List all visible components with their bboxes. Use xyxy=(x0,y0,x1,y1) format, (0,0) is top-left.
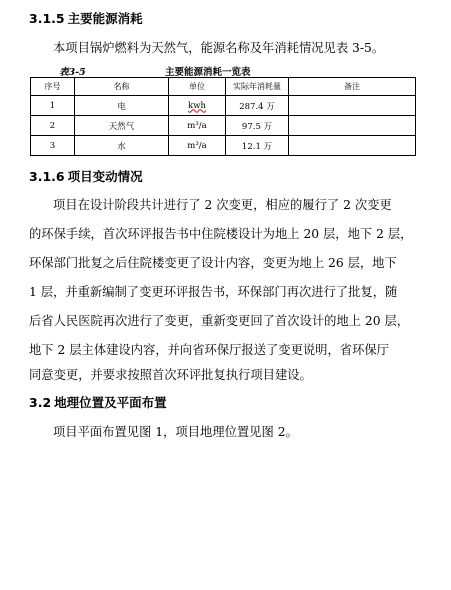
table-cell xyxy=(289,96,416,116)
section-title: 地理位置及平面布置 xyxy=(54,395,167,410)
table-row xyxy=(31,136,416,156)
table-row xyxy=(31,96,416,116)
unit-text: kwh xyxy=(188,100,206,111)
table-cell xyxy=(169,96,226,116)
table-header-row xyxy=(31,78,416,96)
section-number: 3.1.5 xyxy=(29,11,65,26)
paragraph-line: 同意变更，并要求按照首次环评批复执行项目建设。 xyxy=(29,368,312,382)
paragraph-line: 项目在设计阶段共计进行了 2 次变更，相应的履行了 2 次变更 xyxy=(53,198,392,212)
paragraph-line: 后省人民医院再次进行了变更，重新变更回了首次设计的地上 20 层， xyxy=(29,314,410,328)
table-cell: 287.4 万 xyxy=(226,96,289,116)
table-cell: 3 xyxy=(31,136,75,156)
paragraph-line: 的环保手续，首次环评报告书中住院楼设计为地上 20 层，地下 2 层， xyxy=(29,227,413,241)
table-cell xyxy=(289,136,416,156)
section-title: 主要能源消耗 xyxy=(67,11,143,26)
section-heading-3-1-5 xyxy=(29,9,143,27)
table-cell xyxy=(289,116,416,136)
table-cell: 12.1 万 xyxy=(226,136,289,156)
table-number: 表3-5 xyxy=(59,67,86,78)
section-heading-3-1-6 xyxy=(29,167,143,185)
energy-consumption-table xyxy=(30,77,416,156)
table-cell: 97.5 万 xyxy=(226,116,289,136)
table-cell: m³/a xyxy=(169,136,226,156)
table-cell: 天然气 xyxy=(75,116,169,136)
table-title: 主要能源消耗一览表 xyxy=(165,67,251,78)
table-cell: 水 xyxy=(75,136,169,156)
paragraph-line: 1 层，并重新编制了变更环评报告书，环保部门再次进行了批复，随 xyxy=(29,285,398,299)
layout-location-paragraph: 项目平面布置见图 1，项目地理位置见图 2。 xyxy=(53,425,298,439)
column-header: 名称 xyxy=(75,78,169,96)
table-row xyxy=(31,116,416,136)
column-header: 备注 xyxy=(289,78,416,96)
energy-intro-paragraph: 本项目锅炉燃料为天然气，能源名称及年消耗情况见表 3-5。 xyxy=(53,41,385,55)
section-heading-3-2 xyxy=(29,393,167,411)
table-cell: 1 xyxy=(31,96,75,116)
column-header: 序号 xyxy=(31,78,75,96)
paragraph-line: 环保部门批复之后住院楼变更了设计内容，变更为地上 26 层，地下 xyxy=(29,256,397,270)
column-header: 实际年消耗量 xyxy=(226,78,289,96)
paragraph-line: 地下 2 层主体建设内容，并向省环保厅报送了变更说明，省环保厅 xyxy=(29,343,389,357)
section-title: 项目变动情况 xyxy=(67,169,143,184)
column-header: 单位 xyxy=(169,78,226,96)
table-cell: 电 xyxy=(75,96,169,116)
table-cell: 2 xyxy=(31,116,75,136)
section-number: 3.1.6 xyxy=(29,169,65,184)
table-cell: m³/a xyxy=(169,116,226,136)
section-number: 3.2 xyxy=(29,395,52,410)
